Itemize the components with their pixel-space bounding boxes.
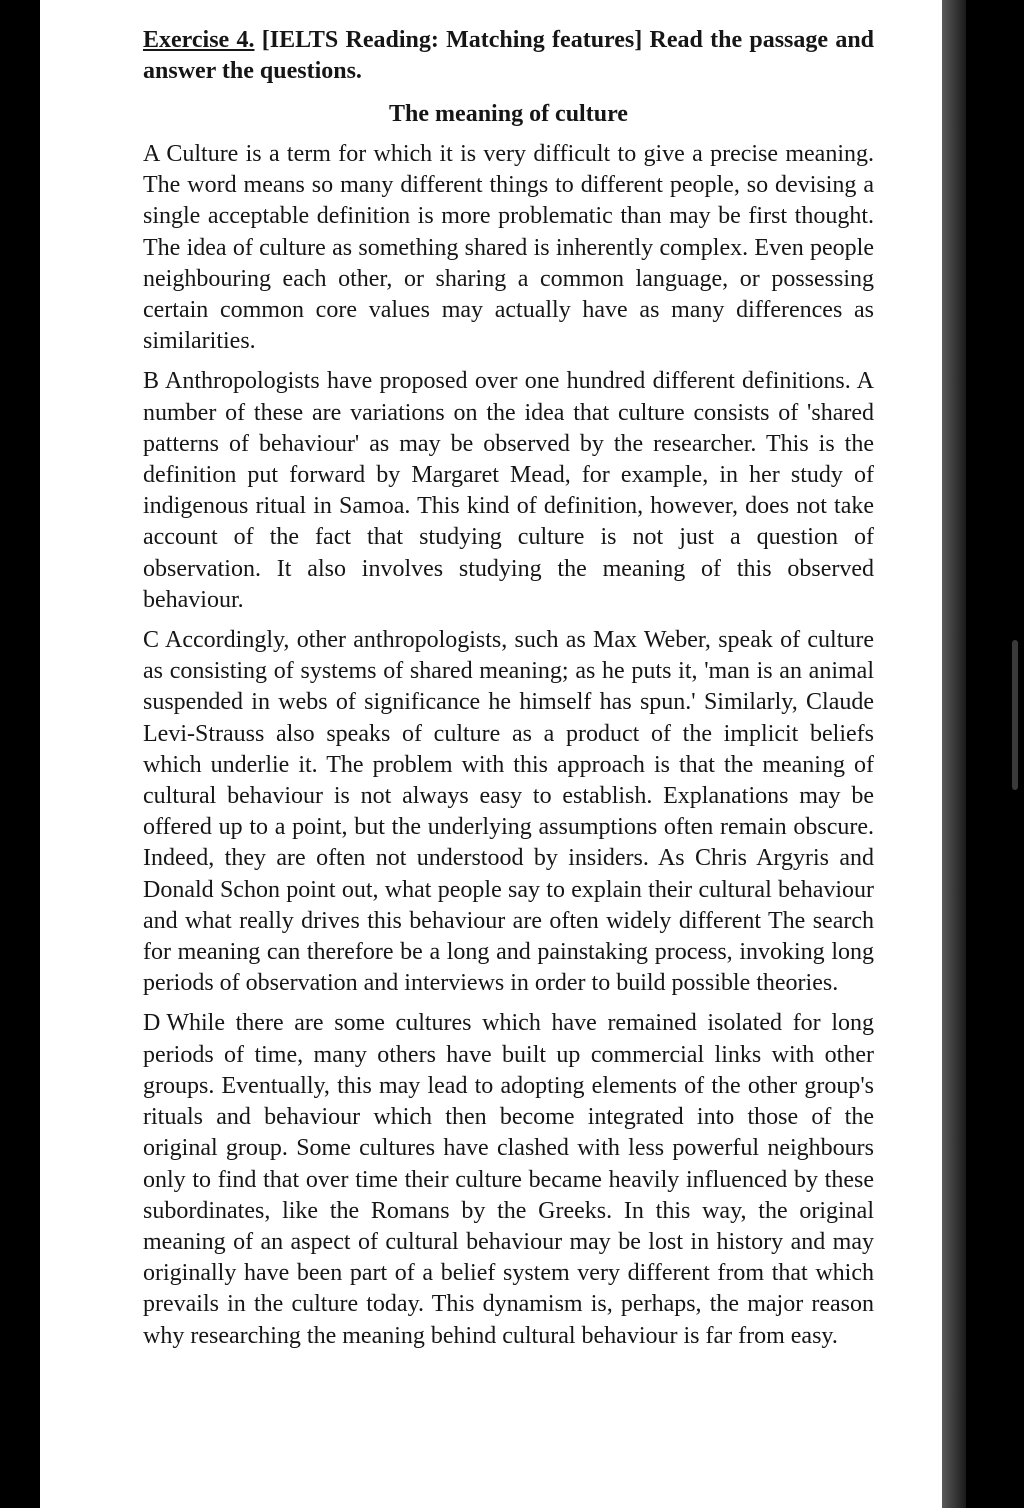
exercise-heading (143, 25, 874, 87)
paragraph-letter: C (143, 627, 160, 654)
document-page (40, 0, 942, 1508)
paragraph-c (143, 625, 874, 999)
paragraph-a (143, 139, 874, 357)
paragraph-letter: D (143, 1010, 161, 1037)
paragraph-b (143, 366, 874, 616)
exercise-instruction: [IELTS Reading: Matching features] Read the passage and answer the questions. (143, 27, 875, 84)
page-edge-shadow (942, 0, 966, 1508)
passage-title: The meaning of culture (389, 101, 628, 127)
paragraph-text: Culture is a term for which it is very difficult to give a precise meaning. The word means so many different things to different people, so devising a single acceptable definition is more problematic than may be first thought. The idea of culture as something shared is inherently complex. Even people neighbouring each other, or sharing a common language, or possessing certain common core values may actually have as many differences as similarities. (143, 141, 874, 355)
paragraph-text: While there are some cultures which have remained isolated for long periods of time, many others have built up commercial links with other groups. Eventually, this may lead to adopting elements of the other group's rituals and behaviour which then become integrated into those of the original group. Some cultures have clashed with less powerful neighbours only to find that over time their culture became heavily influenced by these subordinates, like the Romans by the Greeks. In this way, the original meaning of an aspect of cultural behaviour may be lost in history and may originally have been part of a belief system very different from that which prevails in the culture today. This dynamism is, perhaps, the major reason why researching the meaning behind cultural behaviour is far from easy. (143, 1010, 874, 1349)
scroll-indicator[interactable] (1012, 640, 1018, 790)
paragraph-letter: B (143, 368, 160, 395)
paragraph-text: Accordingly, other anthropologists, such as Max Weber, speak of culture as consisting of systems of shared meaning; as he puts it, 'man is an animal suspended in webs of significance he himself has spun.' Similarly, Claude Levi-Strauss also speaks of culture as a product of the implicit beliefs which underlie it. The problem with this approach is that the meaning of cultural behaviour is not always easy to establish. Explanations may be offered up to a point, but the underlying assumptions often remain obscure. Indeed, they are often not understood by insiders. As Chris Argyris and Donald Schon point out, what people say to explain their cultural behaviour and what really drives this behaviour are often widely different The search for meaning can therefore be a long and painstaking process, invoking long periods of observation and interviews in order to build possible theories. (143, 627, 874, 997)
paragraph-text: Anthropologists have proposed over one hundred different definitions. A number of these are variations on the idea that culture consists of 'shared patterns of behaviour' as may be observed by the researcher. This is the definition put forward by Margaret Mead, for example, in her study of indigenous ritual in Samoa. This kind of definition, however, does not take account of the fact that studying culture is not just a question of observation. It also involves studying the meaning of this observed behaviour. (143, 368, 874, 613)
paragraph-d (143, 1008, 874, 1351)
exercise-number: Exercise 4. (143, 27, 255, 53)
paragraph-letter: A (143, 141, 161, 167)
